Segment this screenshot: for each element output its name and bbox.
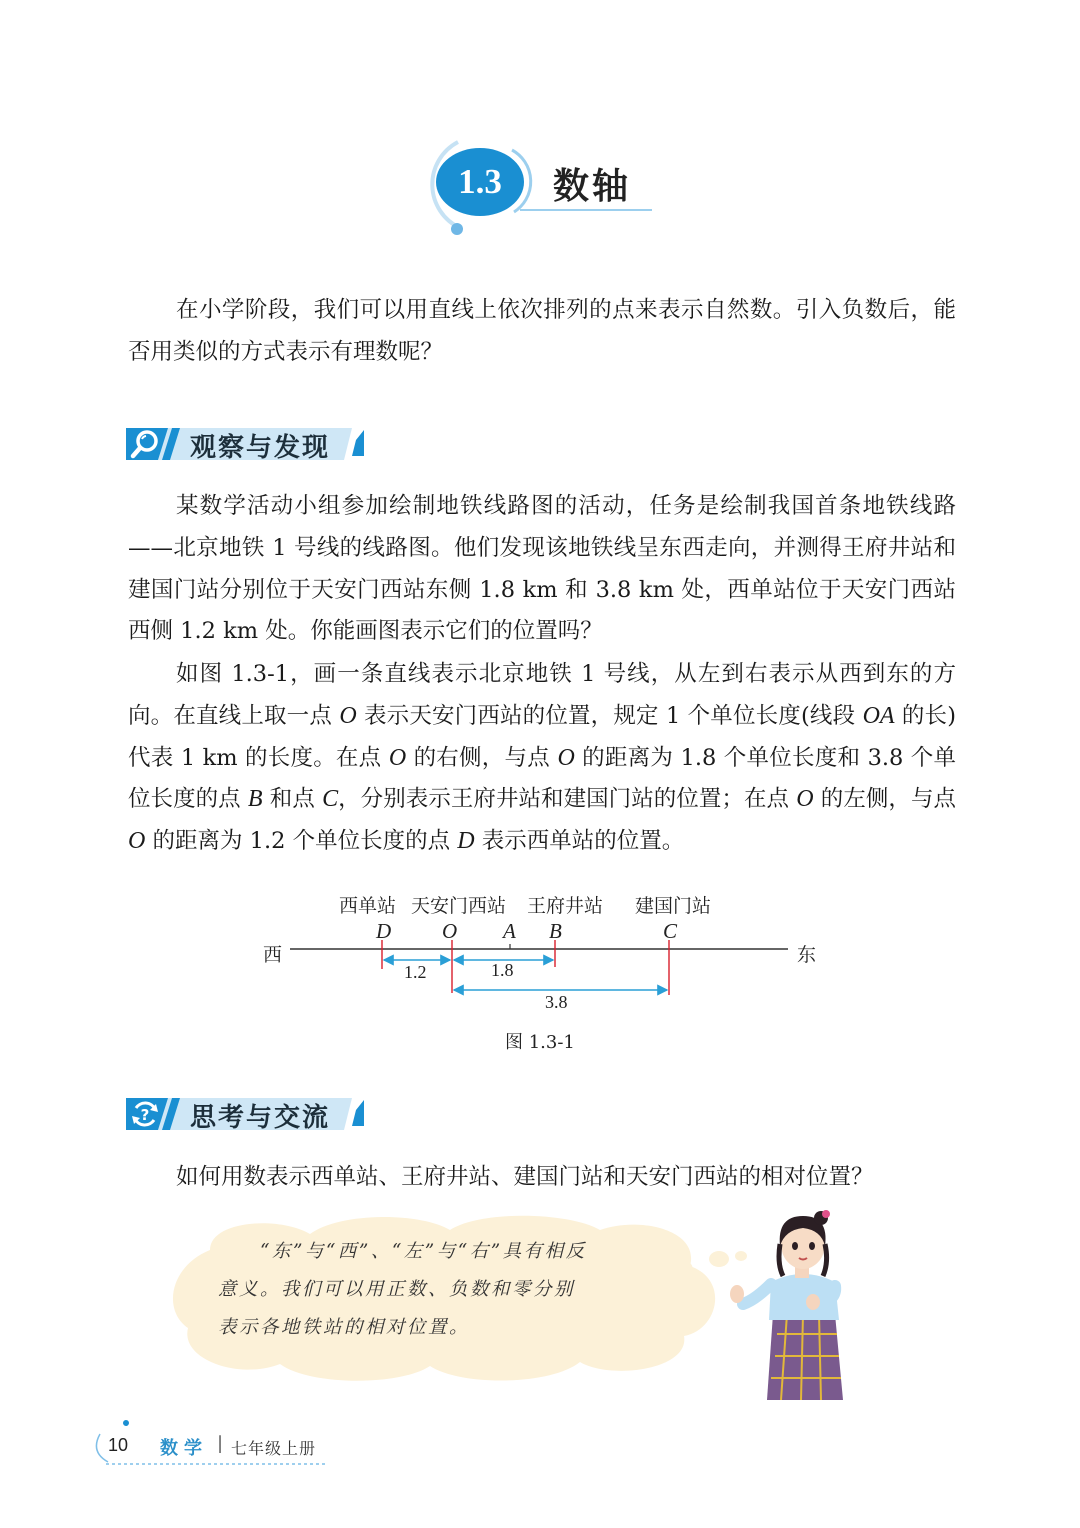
point-label-c: C: [663, 919, 678, 943]
segment-oa-ref: OA: [862, 702, 895, 729]
text-run: 的距离为 1.2 个单位长度的点: [145, 828, 458, 855]
point-c-ref: C: [322, 786, 339, 813]
figure-caption: 图 1.3-1: [505, 1032, 575, 1053]
think-label: 思考与交流: [190, 1103, 331, 1133]
text-run: 的左侧，与点: [813, 786, 956, 813]
point-o-ref: O: [339, 702, 357, 729]
distance-ob: 1.8: [491, 960, 514, 980]
footer-separator: |: [217, 1433, 224, 1454]
question-cycle-icon: [129, 1098, 161, 1130]
point-b-ref: B: [247, 786, 263, 813]
think-banner: [126, 1094, 366, 1134]
station-label-xidan: 西单站: [339, 895, 397, 917]
point-o-ref: O: [557, 744, 575, 771]
point-label-d: D: [376, 919, 392, 943]
distance-oc: 3.8: [545, 992, 568, 1012]
footer-grade: 七年级上册: [231, 1439, 317, 1458]
direction-east: 东: [797, 944, 817, 966]
text-run: 的长)代表 1 km 的长度。在点: [128, 702, 956, 771]
point-o-ref: O: [388, 744, 407, 771]
point-d-ref: D: [457, 828, 475, 855]
observe-banner: [126, 424, 366, 464]
point-label-o: O: [442, 919, 458, 943]
point-o-ref: O: [128, 828, 146, 855]
text-run: 的距离为 1.8 个单位长度和 3.8 个单位长度的点: [128, 744, 957, 813]
text-run: 如图 1.3-1，画一条直线表示北京地铁 1 号线，从左到右表示从西到东的方向。在直线上取一点: [128, 661, 956, 729]
svg-text:?: ?: [140, 1106, 150, 1124]
direction-west: 西: [263, 944, 283, 966]
point-label-b: B: [549, 919, 562, 943]
section-title: 数轴: [553, 166, 632, 207]
text-run: 和点: [262, 786, 323, 813]
magnifier-icon: [129, 428, 161, 460]
girl-illustration: [725, 1204, 855, 1400]
text-run: ，分别表示王府井站和建国门站的位置；在点: [338, 786, 797, 813]
page-number: 10: [108, 1435, 129, 1455]
number-line-figure: [280, 935, 800, 1005]
distance-do: 1.2: [404, 962, 427, 982]
text-run: 表示天安门西站的位置，规定 1 个单位长度(线段: [356, 702, 863, 729]
observe-paragraph-1: 某数学活动小组参加绘制地铁线路图的活动，任务是绘制我国首条地铁线路——北京地铁 1 号线的线路图。他们发现该地铁线呈东西走向，并测得王府井站和建国门站分别位于天安门西站东侧 1.8 km 和 3.8 km 处，西单站位于天安门西站西侧 1.2 km 处。你能画图表示它们的位置吗？: [128, 493, 956, 645]
intro-paragraph: 在小学阶段，我们可以用直线上依次排列的点来表示自然数。引入负数后，能否用类似的方式表示有理数呢？: [128, 297, 956, 365]
station-label-jianguomen: 建国门站: [635, 895, 712, 917]
observe-label: 观察与发现: [190, 433, 331, 463]
station-label-wangfujing: 王府井站: [527, 895, 604, 917]
footer-book-title: 数学: [160, 1438, 208, 1459]
text-run: 的右侧，与点: [406, 744, 558, 771]
observe-paragraph-2: [128, 654, 956, 863]
think-question: 如何用数表示西单站、王府井站、建国门站和天安门西站的相对位置？: [176, 1164, 874, 1190]
section-number: 1.3: [458, 162, 502, 201]
point-label-a: A: [503, 919, 516, 943]
thought-bubble-text: “东”与“西”、“左”与“右”具有相反意义。我们可以用正数、负数和零分别表示各地铁站的相对位置。: [218, 1241, 587, 1338]
station-label-tiananmen-west: 天安门西站: [411, 895, 507, 917]
point-o-ref: O: [796, 786, 814, 813]
text-run: 表示西单站的位置。: [474, 828, 685, 855]
